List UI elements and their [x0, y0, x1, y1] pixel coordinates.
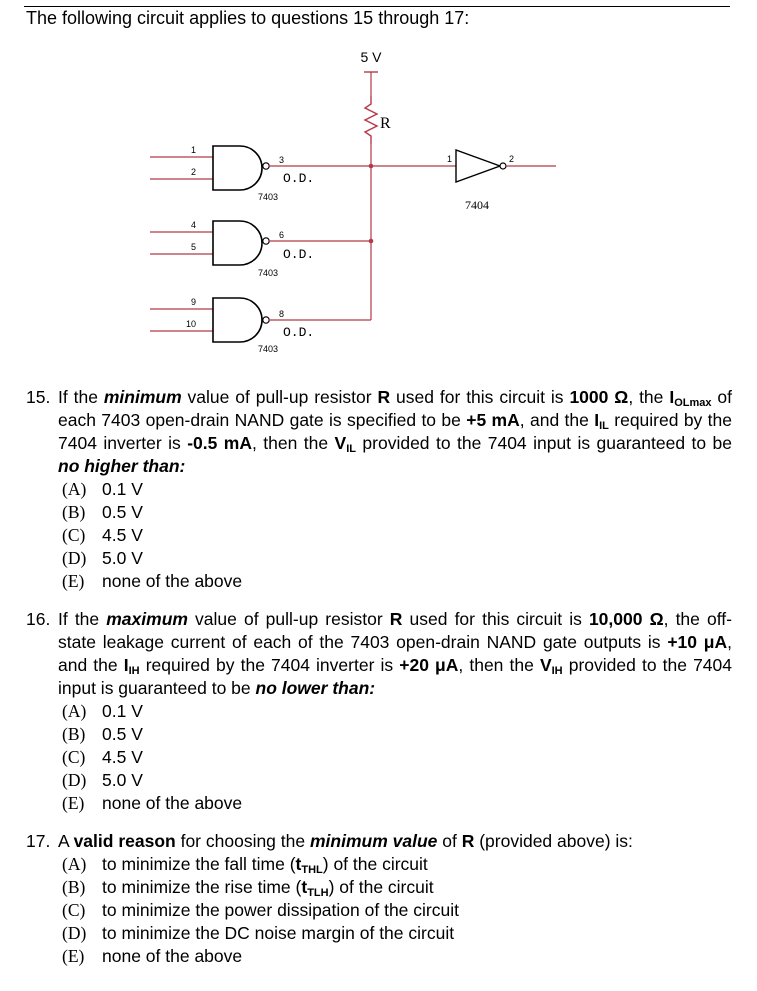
svg-text:O.D.: O.D.: [283, 247, 315, 262]
question-number: 15.: [26, 387, 51, 407]
pullup-resistor: [365, 96, 391, 144]
option-e: (E) none of the above: [62, 793, 243, 813]
svg-text:4: 4: [190, 220, 196, 230]
svg-text:3: 3: [279, 155, 285, 165]
svg-text:1: 1: [447, 154, 453, 164]
options-16: [62, 700, 732, 815]
svg-text:2: 2: [190, 167, 196, 177]
nand-gate-2: [150, 220, 371, 278]
svg-text:8: 8: [279, 309, 285, 319]
question-stem: A valid reason for choosing the minimum value of R (provided above) is:: [58, 831, 633, 851]
option-b: (B) 0.5 V: [62, 502, 143, 522]
page-heading: The following circuit applies to questions 15 through 17:: [26, 8, 470, 28]
option-a: (A) 0.1 V: [62, 479, 143, 499]
question-number: 16.: [26, 609, 51, 629]
option-d: (D) 5.0 V: [62, 548, 143, 568]
option-c: (C) 4.5 V: [62, 525, 143, 545]
question-15: [26, 386, 732, 593]
option-d: (D) to minimize the DC noise margin of the circuit: [62, 923, 455, 943]
svg-text:7404: 7404: [465, 198, 489, 212]
option-a: (A) 0.1 V: [62, 701, 143, 721]
option-e: (E) none of the above: [62, 946, 243, 966]
svg-text:6: 6: [279, 230, 285, 240]
svg-text:1: 1: [190, 145, 196, 155]
svg-text:O.D.: O.D.: [283, 325, 315, 340]
options-15: [62, 478, 732, 593]
option-c: (C) 4.5 V: [62, 747, 143, 767]
option-c: (C) to minimize the power dissipation of the circuit: [62, 900, 459, 920]
nand-gate-3: [150, 297, 371, 354]
question-16: [26, 608, 732, 815]
svg-text:10: 10: [185, 319, 196, 329]
question-17: [26, 830, 732, 968]
question-stem: If the minimum value of pull-up resistor R used for this circuit is 1000 Ω, the $I_{OLmax}$ of each 7403 open-drain NAND gate is specified to be +5 mA, and the $I_{IL}$ required by the 7404 inverter is -0.5 mA, then the $V_{IL}$ provided to the 7404 input is guaranteed to be no higher than:: [58, 387, 732, 476]
supply-label: 5 V: [360, 49, 382, 65]
circuit-diagram: [0, 0, 757, 370]
nand-gate-1: [150, 145, 371, 202]
option-b: (B) to minimize the rise time $(t_{TLH})$ of the circuit: [62, 877, 434, 899]
svg-text:7403: 7403: [258, 192, 279, 202]
option-e: (E) none of the above: [62, 571, 243, 591]
option-b: (B) 0.5 V: [62, 724, 143, 744]
svg-text:9: 9: [190, 297, 196, 307]
svg-text:2: 2: [509, 154, 515, 164]
resistor-label: R: [380, 115, 391, 132]
inverter-7404: [371, 150, 556, 212]
svg-text:O.D.: O.D.: [283, 171, 315, 186]
question-number: 17.: [26, 831, 51, 851]
options-17: [62, 853, 732, 968]
svg-text:7403: 7403: [258, 344, 279, 354]
question-stem: If the maximum value of pull-up resistor R used for this circuit is 10,000 Ω, the off-state leakage current of each of the 7403 open-drain NAND gate outputs is +10 μA, and the $I_{IH}$ required by the 7404 inverter is +20 μA, then the $V_{IH}$ provided to the 7404 input is guaranteed to be no lower than:: [58, 609, 732, 698]
svg-text:5: 5: [190, 242, 196, 252]
supply-5v: [360, 49, 382, 96]
option-d: (D) 5.0 V: [62, 770, 143, 790]
svg-text:7403: 7403: [258, 268, 279, 278]
option-a: (A) to minimize the fall time $(t_{THL})$ of the circuit: [62, 854, 428, 876]
